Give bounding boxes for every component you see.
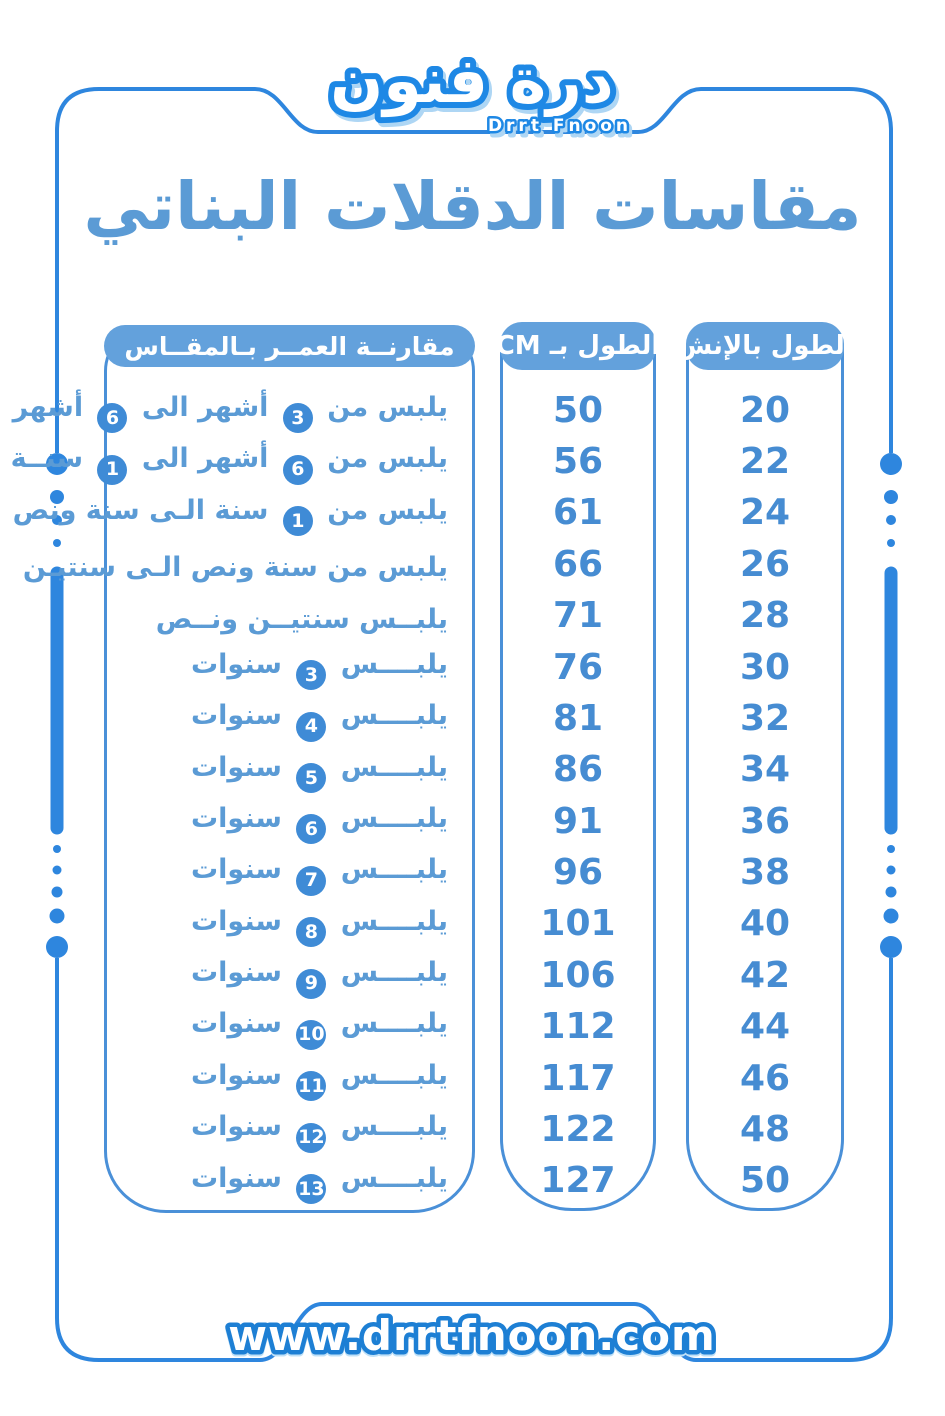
table-row [503,847,653,898]
table-row [689,693,841,744]
table-row [689,591,841,642]
table-row [503,488,653,539]
inch-cell: 32 [739,697,791,739]
age-cell: يلبــــس 7 سنوات [191,856,448,896]
inch-cell: 20 [739,389,791,431]
table-row [107,1056,472,1107]
cm-cell: 117 [540,1057,616,1099]
age-cell: يلبــــس 4 سنوات [191,702,448,742]
table-row [503,642,653,693]
age-number-badge: 12 [296,1123,326,1153]
age-cell: يلبــــس 13 سنوات [191,1165,448,1205]
table-row [12,491,472,542]
inch-cell: 34 [739,749,791,791]
inch-cell: 50 [739,1160,791,1202]
logo-latin-text: Drrt Fnoon [487,116,633,136]
table-row [10,439,472,490]
age-number-badge: 4 [296,712,326,742]
table-row [503,1053,653,1104]
age-number-badge: 5 [296,763,326,793]
footer [0,1280,945,1390]
cm-cell: 101 [540,903,616,945]
table-row [503,745,653,796]
cm-cell: 81 [552,697,604,739]
age-cell: يلبــــس 8 سنوات [191,908,448,948]
age-cell: يلبــس سنتيــن ونــص [155,603,448,635]
age-number-badge: 13 [296,1174,326,1204]
age-number-badge: 3 [296,660,326,690]
table-row [503,693,653,744]
age-number-badge: 7 [296,866,326,896]
table-row [689,642,841,693]
age-cell: يلبــــس 10 سنوات [191,1010,448,1050]
table-row [503,950,653,1001]
age-number-badge: 11 [296,1071,326,1101]
cm-cell: 91 [552,800,604,842]
cm-cell: 50 [552,389,604,431]
inch-cell: 26 [739,543,791,585]
age-cell: يلبــــس 6 سنوات [191,805,448,845]
table-row [503,1104,653,1155]
table-row [107,748,472,799]
age-number-badge: 9 [296,969,326,999]
table-row [689,847,841,898]
age-number-badge: 6 [296,814,326,844]
inch-cell: 42 [739,954,791,996]
age-cell: يلبــــس 9 سنوات [191,959,448,999]
table-row [503,796,653,847]
age-column-header: مقارنــة العمــر بـالمقــاس [104,325,475,367]
age-number-badge: 1 [97,455,127,485]
table-row [689,745,841,796]
table-row [107,645,472,696]
cm-cell: 127 [540,1160,616,1202]
cm-cell: 86 [552,749,604,791]
inch-cell: 36 [739,800,791,842]
table-row [503,385,653,436]
table-row [503,539,653,590]
website-url: www.drrtfnoon.com [228,1311,716,1360]
table-row [107,902,472,953]
age-number-badge: 10 [296,1020,326,1050]
inch-rows [689,385,841,1207]
table-row [689,1156,841,1207]
age-cell: يلبــــس 5 سنوات [191,754,448,794]
table-row [107,696,472,747]
cm-column-header: الطول بـ CM [500,322,656,370]
age-number-badge: 6 [97,403,127,433]
table-row [107,953,472,1004]
cm-cell: 106 [540,954,616,996]
table-row [689,488,841,539]
table-row [689,436,841,487]
inch-cell: 38 [739,852,791,894]
cm-cell: 61 [552,492,604,534]
table-row [689,899,841,950]
table-row [689,539,841,590]
table-row [503,899,653,950]
logo-arabic-text: درة فنون [330,44,614,117]
age-number-badge: 1 [283,506,313,536]
age-cell: يلبس من 1 سنة الـى سنة ونص [13,497,448,537]
table-row [689,1104,841,1155]
table-row [12,388,472,439]
cm-cell: 76 [552,646,604,688]
table-row [689,1002,841,1053]
table-row [107,1005,472,1056]
age-rows [10,388,472,1210]
table-row [689,796,841,847]
inch-cell: 48 [739,1108,791,1150]
cm-cell: 71 [552,595,604,637]
inch-cell: 28 [739,595,791,637]
table-row [107,799,472,850]
age-number-badge: 8 [296,917,326,947]
cm-cell: 122 [540,1108,616,1150]
table-row [689,950,841,1001]
table-row [107,594,472,645]
age-cell: يلبس من 6 أشهر الى 1 سنــة [11,445,448,485]
page-title: مقاسات الدقلات البناتي [83,168,862,245]
age-number-badge: 3 [283,403,313,433]
table-row [107,1107,472,1158]
table-row [689,385,841,436]
table-row [689,1053,841,1104]
table-row [503,591,653,642]
inch-column-header: الطول بالإنش [686,322,844,370]
age-cell: يلبس من سنة ونص الـى سنتيـن [22,552,448,584]
inch-cell: 46 [739,1057,791,1099]
inch-cell: 22 [739,441,791,483]
cm-cell: 56 [552,441,604,483]
table-row [503,1156,653,1207]
table-row [22,542,472,593]
cm-cell: 96 [552,852,604,894]
age-cell: يلبــــس 12 سنوات [191,1113,448,1153]
cm-cell: 66 [552,543,604,585]
inch-cell: 40 [739,903,791,945]
age-column [10,325,475,1213]
age-cell: يلبس من 3 أشهر الى 6 أشهر [13,394,448,434]
inch-cell: 30 [739,646,791,688]
inch-column [676,322,854,1211]
cm-column [495,322,661,1211]
table-row [107,850,472,901]
table-row [503,436,653,487]
inch-cell: 24 [739,492,791,534]
age-number-badge: 6 [283,455,313,485]
table-row [503,1002,653,1053]
cm-cell: 112 [540,1006,616,1048]
brand-logo [0,0,945,170]
age-cell: يلبــــس 11 سنوات [191,1062,448,1102]
cm-rows [503,385,653,1207]
table-row [107,1159,472,1210]
age-cell: يلبــــس 3 سنوات [191,651,448,691]
inch-cell: 44 [739,1006,791,1048]
